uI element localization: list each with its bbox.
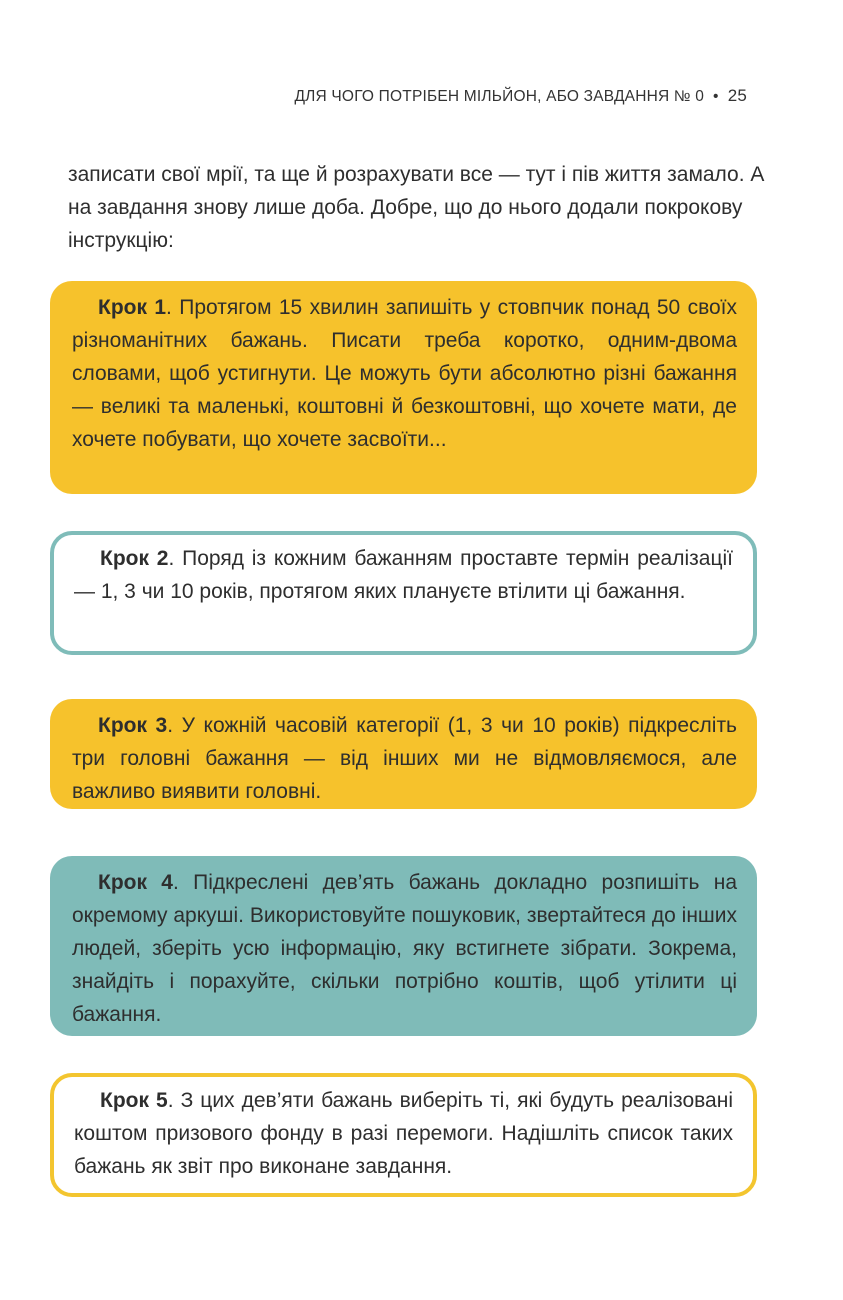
step-2-text: . Поряд із кожним бажанням проставте термін реалізації — 1, 3 чи 10 років, протягом яких плануєте втілити ці бажання. — [74, 547, 733, 603]
running-title: ДЛЯ ЧОГО ПОТРІБЕН МІЛЬЙОН, АБО ЗАВДАННЯ № 0 — [294, 88, 705, 105]
step-5-text: . З цих дев’яти бажань виберіть ті, які будуть реалізовані коштом призового фонду в разі перемоги. Надішліть список таких бажань як звіт про виконане завдання. — [74, 1089, 733, 1178]
step-3-paragraph — [72, 709, 737, 808]
intro-paragraph: записати свої мрії, та ще й розрахувати все — тут і пів життя замало. А на завдання знову лише доба. Добре, що до нього додали покрокову інструкцію: — [68, 163, 765, 252]
step-5-paragraph — [74, 1084, 733, 1183]
step-4-paragraph — [72, 866, 737, 1031]
step-4-box — [50, 856, 757, 1036]
step-2-paragraph — [74, 542, 733, 608]
step-4-text: . Підкреслені дев’ять бажань докладно розпишіть на окремому аркуші. Використовуйте пошуковик, звертайтеся до інших людей, зберіть усю інформацію, яку встигнете зібрати. Зокрема, знайдіть і порахуйте, скільки потрібно коштів, щоб утілити ці бажання. — [72, 871, 738, 1026]
bullet-separator: • — [713, 88, 719, 105]
step-2-box — [50, 531, 757, 655]
step-1-label: Крок 1 — [98, 296, 167, 319]
step-1-paragraph — [72, 291, 737, 456]
step-1-text: . Протягом 15 хвилин запишіть у стовпчик понад 50 своїх різноманітних бажань. Писати треба коротко, одним-двома словами, щоб устигнути. Це можуть бути абсолютно різні бажання — великі та маленькі, коштовні й безкоштовні, що хочете мати, де хочете побувати, що хочете засвоїти... — [72, 296, 737, 451]
step-3-text: . У кожній часовій категорії (1, 3 чи 10 років) підкресліть три головні бажання — від інших ми не відмовляємося, але важливо виявити головні. — [72, 714, 737, 803]
running-header — [294, 86, 747, 106]
step-2-label: Крок 2 — [100, 547, 169, 570]
step-3-label: Крок 3 — [98, 714, 168, 737]
step-5-label: Крок 5 — [100, 1089, 168, 1112]
step-3-box — [50, 699, 757, 809]
page-number: 25 — [727, 86, 747, 105]
step-1-box — [50, 281, 757, 494]
step-4-label: Крок 4 — [98, 871, 173, 894]
step-5-box — [50, 1073, 757, 1197]
